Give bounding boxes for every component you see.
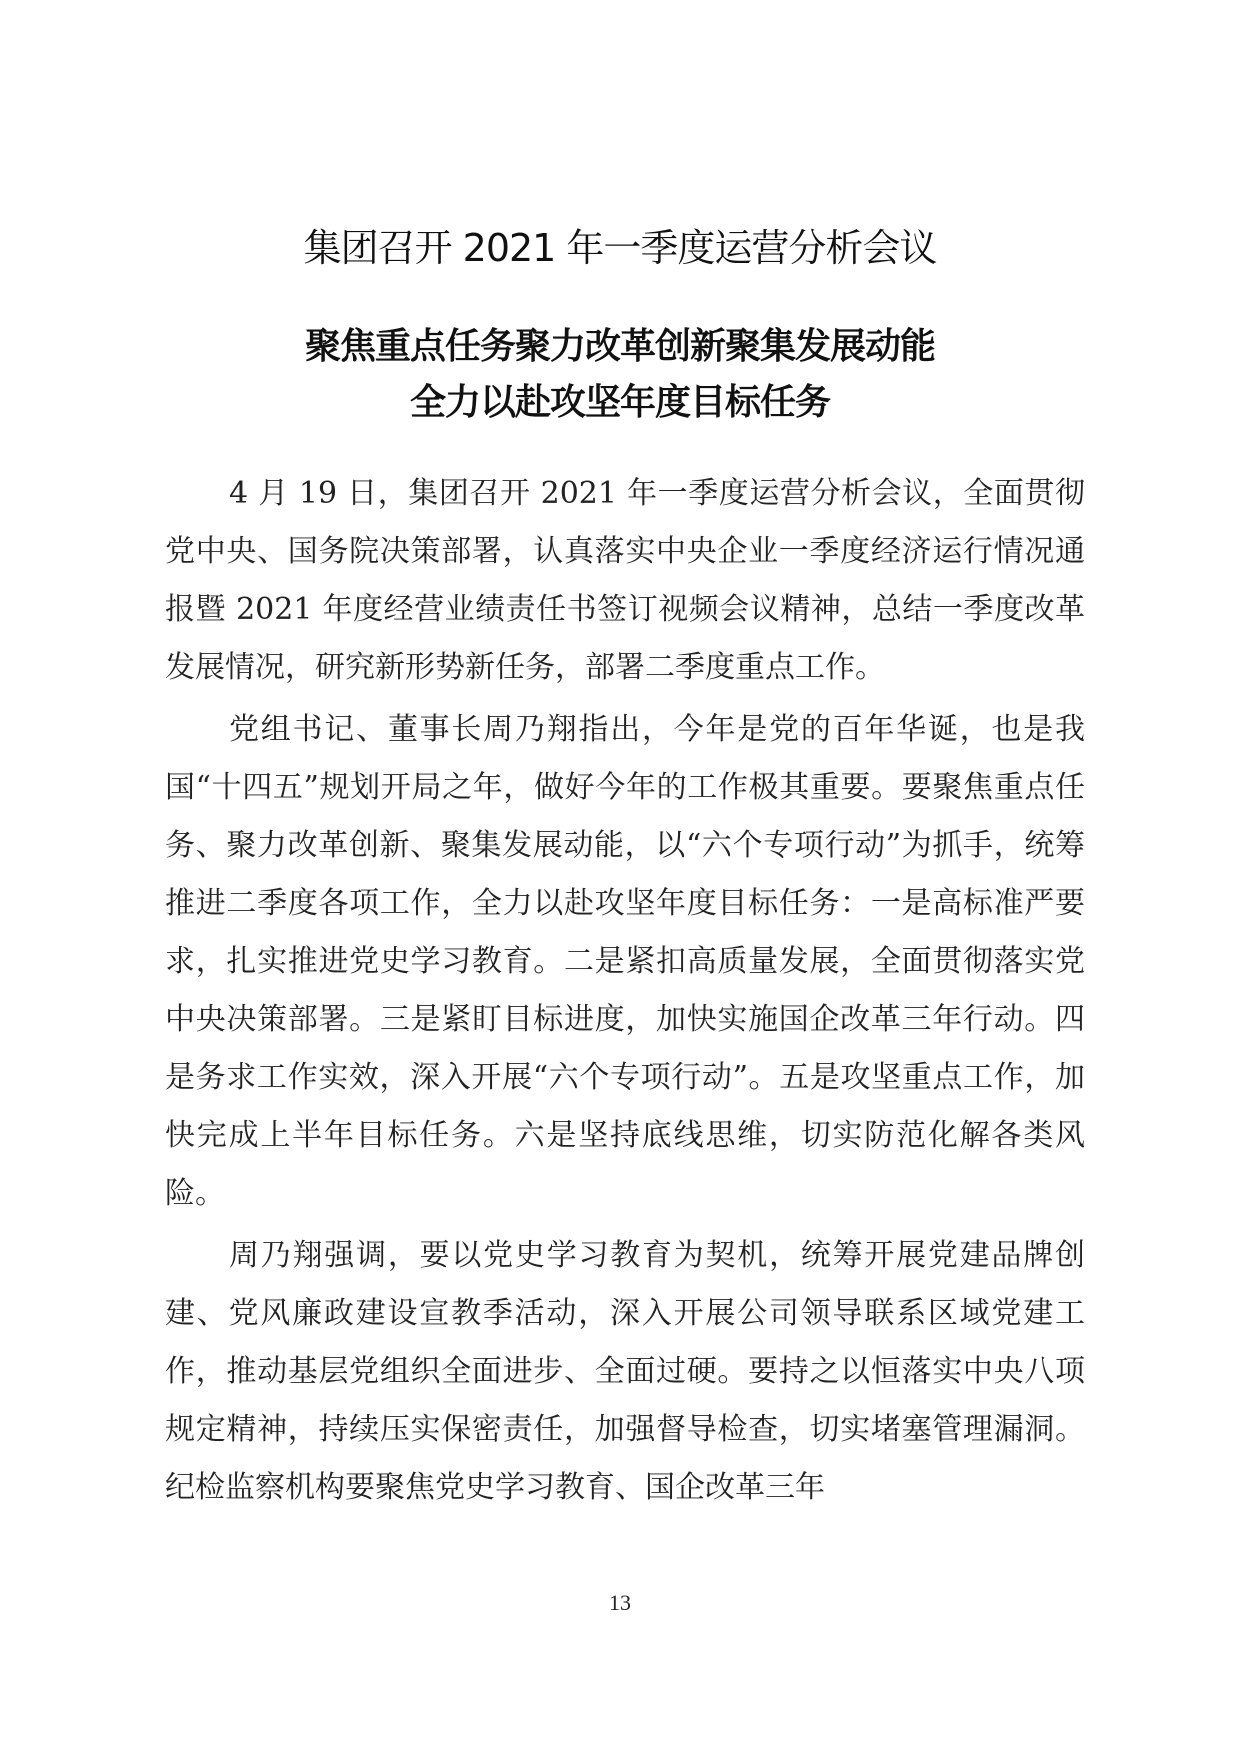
subtitle-line-2: 全力以赴攻坚年度目标任务 xyxy=(409,382,830,423)
subtitle-line-1: 聚焦重点任务聚力改革创新聚集发展动能 xyxy=(304,326,935,367)
paragraph: 周乃翔强调，要以党史学习教育为契机，统筹开展党建品牌创建、党风廉政建设宣教季活动，深入开展公司领导联系区域党建工作，推动基层党组织全面进步、全面过硬。要持之以恒落实中央八项规定精神，持续压实保密责任，加强督导检查，切实堵塞管理漏洞。纪检监察机构要聚焦党史学习教育、国企改革三年 xyxy=(165,1238,1085,1505)
paragraph: 4 月 19 日，集团召开 2021 年一季度运营分析会议，全面贯彻党中央、国务院决策部署，认真落实中央企业一季度经济运行情况通报暨 2021 年度经营业绩责任书签订视频会议精神，总结一季度改革发展情况，研究新形势新任务，部署二季度重点工作。 xyxy=(165,476,1085,685)
page-number: 13 xyxy=(609,1590,631,1615)
page-title: 集团召开 2021 年一季度运营分析会议 xyxy=(303,226,937,270)
article-body xyxy=(165,465,1085,1517)
paragraph: 党组书记、董事长周乃翔指出，今年是党的百年华诞，也是我国“十四五”规划开局之年，做好今年的工作极其重要。要聚焦重点任务、聚力改革创新、聚集发展动能，以“六个专项行动”为抓手，统筹推进二季度各项工作，全力以赴攻坚年度目标任务：一是高标准严要求，扎实推进党史学习教育。二是紧扣高质量发展，全面贯彻落实党中央决策部署。三是紧盯目标进度，加快实施国企改革三年行动。四是务求工作实效，深入开展“六个专项行动”。五是攻坚重点工作，加快完成上半年目标任务。六是坚持底线思维，切实防范化解各类风险。 xyxy=(165,712,1085,1211)
